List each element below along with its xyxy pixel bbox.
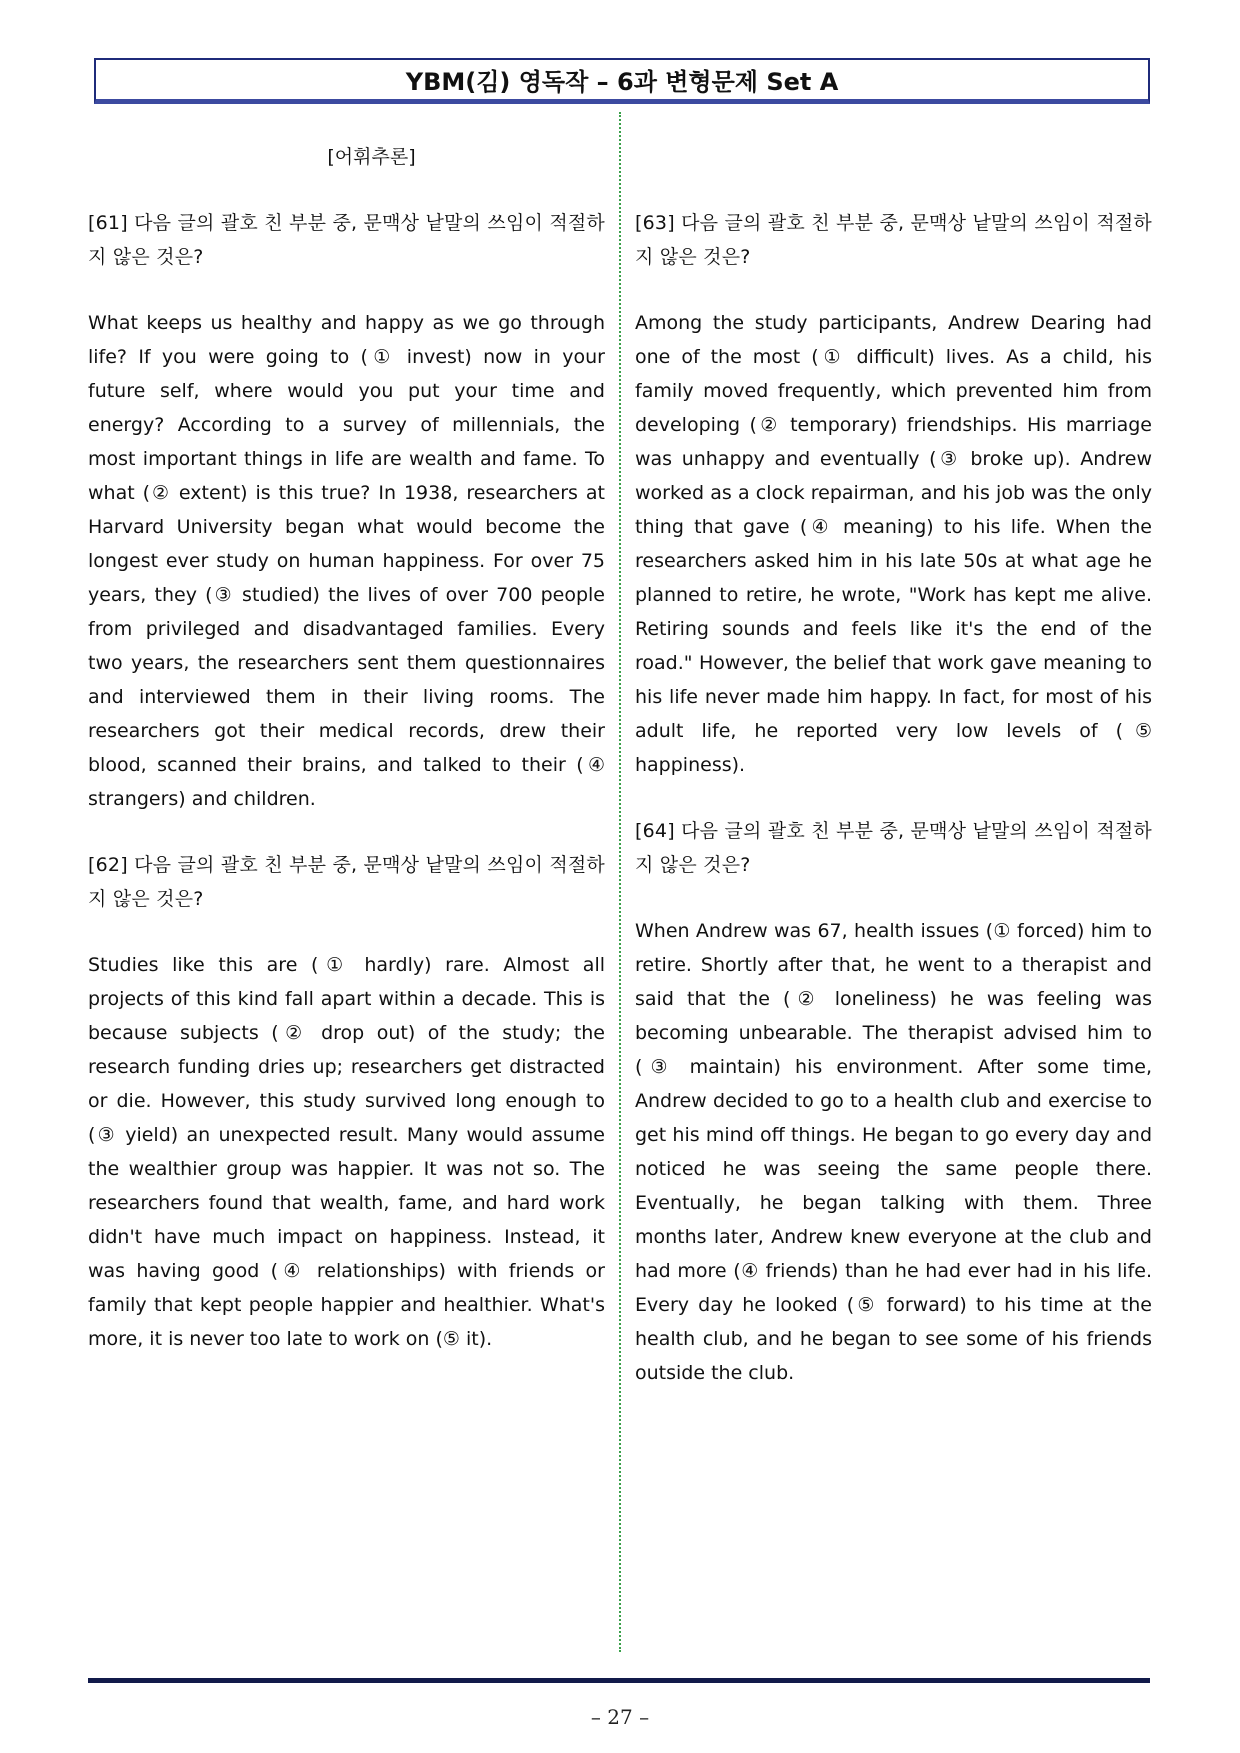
- question-61-passage: What keeps us healthy and happy as we go through life? If you were going to (① invest) now in your future self, where would you put your time and energy? According to a survey of millennials, the most important things in life are wealth and fame. To what (② extent) is this true? In 1938, researchers at Harvard University began what would become the longest ever study on human happiness. For over 75 years, they (③ studied) the lives of over 700 people from privileged and disadvantaged families. Every two years, the researchers sent them questionnaires and interviewed them in their living rooms. The researchers got their medical records, drew their blood, scanned their brains, and talked to their (④ strangers) and children.: [88, 312, 605, 810]
- question-61-prompt: [61] 다음 글의 괄호 친 부분 중, 문맥상 낱말의 쓰임이 적절하지 않은 것은?: [88, 212, 605, 268]
- footer-rule: [88, 1678, 1150, 1683]
- page-number: – 27 –: [590, 1705, 650, 1729]
- question-62-passage: Studies like this are (① hardly) rare. Almost all projects of this kind fall apart within a decade. This is because subjects (② drop out) of the study; the research funding dries up; researchers get distracted or die. However, this study survived long enough to (③ yield) an unexpected result. Many would assume the wealthier group was happier. It was not so. The researchers found that wealth, fame, and hard work didn't have much impact on happiness. Instead, it was having good (④ relationships) with friends or family that kept people happier and healthier. What's more, it is never too late to work on (⑤ it).: [88, 954, 605, 1350]
- question-63-passage: Among the study participants, Andrew Dearing had one of the most (① difficult) lives. As a child, his family moved frequently, which prevented him from developing (② temporary) friendships. His marriage was unhappy and eventually (③ broke up). Andrew worked as a clock repairman, and his job was the only thing that gave (④ meaning) to his life. When the researchers asked him in his late 50s at what age he planned to retire, he wrote, "Work has kept me alive. Retiring sounds and feels like it's the end of the road." However, the belief that work gave meaning to his life never made him happy. In fact, for most of his adult life, he reported very low levels of (⑤ happiness).: [635, 312, 1152, 776]
- question-63-prompt: [63] 다음 글의 괄호 친 부분 중, 문맥상 낱말의 쓰임이 적절하지 않은 것은?: [635, 212, 1152, 268]
- section-label: [어휘추론]: [327, 146, 416, 168]
- column-divider: [619, 112, 621, 1652]
- page-header: [94, 58, 1150, 104]
- question-64-prompt: [64] 다음 글의 괄호 친 부분 중, 문맥상 낱말의 쓰임이 적절하지 않은 것은?: [635, 820, 1152, 876]
- page-title: YBM(김) 영독작 – 6과 변형문제 Set A: [405, 68, 839, 96]
- right-column: [635, 140, 1152, 1422]
- question-62-prompt: [62] 다음 글의 괄호 친 부분 중, 문맥상 낱말의 쓰임이 적절하지 않은 것은?: [88, 854, 605, 910]
- left-column: [88, 140, 605, 1388]
- question-64-passage: When Andrew was 67, health issues (① forced) him to retire. Shortly after that, he went to a therapist and said that the (② loneliness) he was feeling was becoming unbearable. The therapist advised him to (③ maintain) his environment. After some time, Andrew decided to go to a health club and exercise to get his mind off things. He began to go every day and noticed he was seeing the same people there. Eventually, he began talking with them. Three months later, Andrew knew everyone at the club and had more (④ friends) than he had ever had in his life. Every day he looked (⑤ forward) to his time at the health club, and he began to see some of his friends outside the club.: [635, 920, 1152, 1384]
